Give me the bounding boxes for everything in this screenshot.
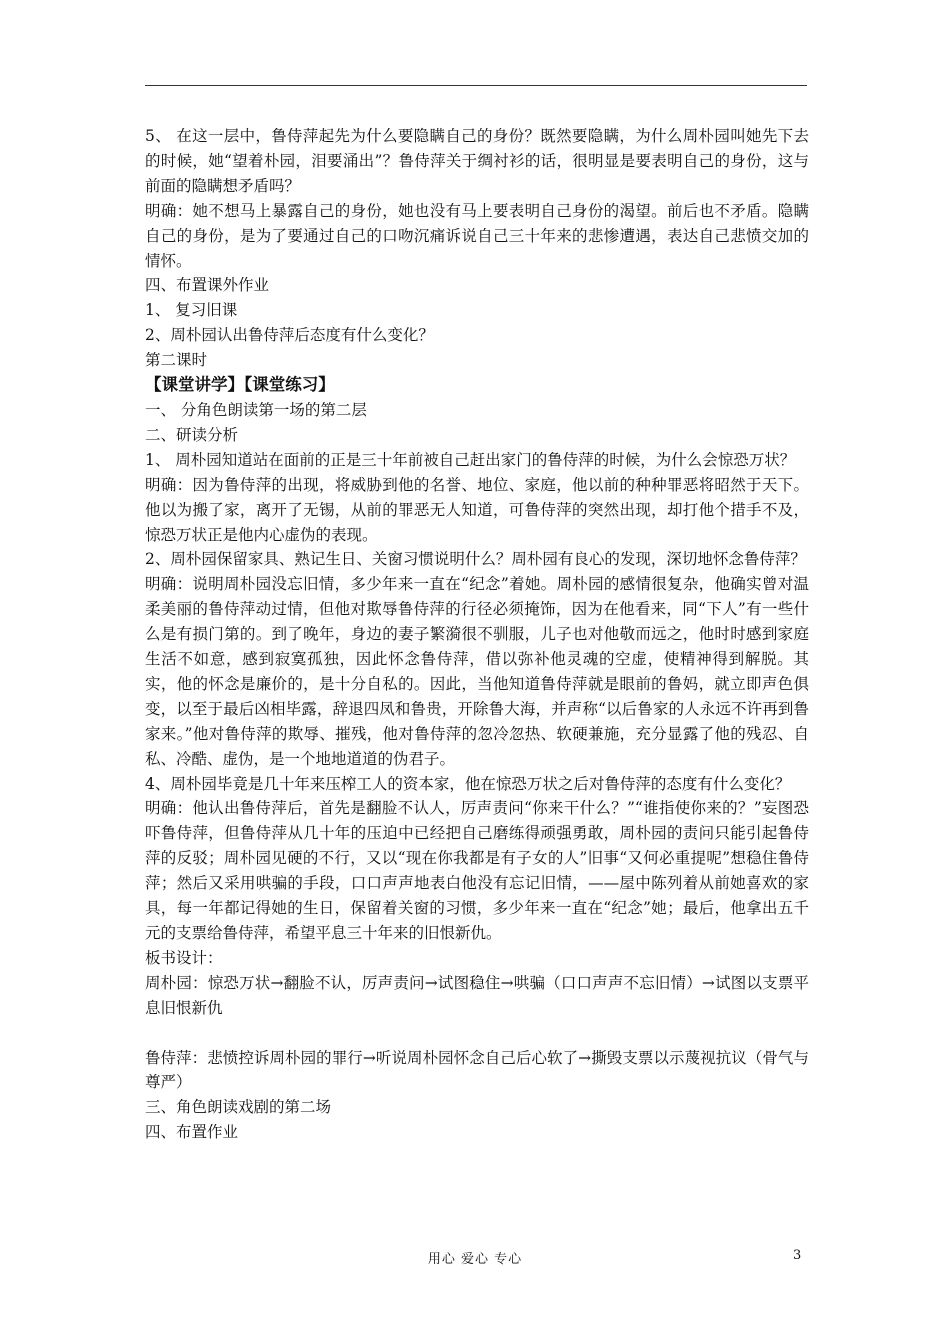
answer-paragraph: 明确：因为鲁侍萍的出现，将威胁到他的名誉、地位、家庭，他以前的种种罪恶将昭然于天下。他以为搬了家，离开了无锡，从前的罪恶无人知道，可鲁侍萍的突然出现，却打他个措手不及，惊恐万状正是他内心虚伪的表现。 (145, 475, 809, 544)
answer-paragraph: 明确：他认出鲁侍萍后，首先是翻脸不认人，厉声责问“你来干什么？”“谁指使你来的？”妄图恐吓鲁侍萍，但鲁侍萍从几十年的压迫中已经把自己磨练得顽强勇敢，周朴园的责问只能引起鲁侍萍的反驳；周朴园见硬的不行，又以“现在你我都是有子女的人”旧事“又何必重提呢”想稳住鲁侍萍；然后又采用哄骗的手段，口口声声地表白他没有忘记旧情，——屋中陈列着从前她喜欢的家具，每一年都记得她的生日，保留着关窗的习惯，多少年来一直在“纪念”她；最后，他拿出五千元的支票给鲁侍萍，希望平息三十年来的旧恨新仇。 (145, 799, 809, 942)
section-heading: 三、角色朗读戏剧的第二场 (145, 1098, 332, 1117)
section-heading: 一、 分角色朗读第一场的第二层 (145, 400, 367, 419)
board-design-lu: 鲁侍萍：悲愤控诉周朴园的罪行→听说周朴园怀念自己后心软了→撕毁支票以示蔑视抗议（骨气与尊严） (145, 1048, 809, 1092)
lesson-heading: 第二课时 (145, 351, 208, 370)
list-item: 1、 复习旧课 (145, 301, 238, 320)
answer-paragraph: 明确：说明周朴园没忘旧情，多少年来一直在“纪念”着她。周朴园的感情很复杂，他确实曾对温柔美丽的鲁侍萍动过情，但他对欺辱鲁侍萍的行径必须掩饰，因为在他看来，同“下人”有一些什么是有损门第的。到了晚年，身边的妻子繁漪很不驯服，儿子也对他敬而远之，他时时感到家庭生活不如意，感到寂寞孤独，因此怀念鲁侍萍，借以弥补他灵魂的空虚，使精神得到解脱。其实，他的怀念是廉价的，是十分自私的。因此，当他知道鲁侍萍就是眼前的鲁妈，就立即声色俱变，以至于最后凶相毕露，辞退四凤和鲁贵，开除鲁大海，并声称“以后鲁家的人永远不许再到鲁家来。”他对鲁侍萍的欺辱、摧残，他对鲁侍萍的忽冷忽热、软硬兼施，充分显露了他的残忍、自私、冷酷、虚伪，是一个地地道道的伪君子。 (145, 575, 809, 768)
question-paragraph: 2、周朴园保留家具、熟记生日、关窗习惯说明什么？周朴园有良心的发现，深切地怀念鲁侍萍？ (145, 550, 806, 569)
answer-paragraph: 明确：她不想马上暴露自己的身份，她也没有马上要表明自己身份的渴望。前后也不矛盾。隐瞒自己的身份，是为了要通过自己的口吻沉痛诉说自己三十年来的悲惨遭遇，表达自己悲愤交加的情怀。 (145, 201, 809, 270)
bold-section-title: 【课堂讲学】【课堂练习】 (145, 375, 335, 395)
section-heading: 四、布置课外作业 (145, 276, 270, 295)
list-item: 2、周朴园认出鲁侍萍后态度有什么变化？ (145, 326, 434, 345)
question-paragraph: 4、周朴园毕竟是几十年来压榨工人的资本家，他在惊恐万状之后对鲁侍萍的态度有什么变化？ (145, 774, 791, 793)
question-5: 5、 在这一层中，鲁侍萍起先为什么要隐瞒自己的身份？既然要隐瞒，为什么周朴园叫她先下去的时候，她“望着朴园，泪要涌出”？鲁侍萍关于绸衬衫的话，很明显是要表明自己的身份，这与前面的隐瞒想矛盾吗？ (145, 127, 809, 195)
section-heading: 四、布置作业 (145, 1123, 239, 1142)
header-rule (145, 85, 807, 86)
question-paragraph: 1、 周朴园知道站在面前的正是三十年前被自己赶出家门的鲁侍萍的时候，为什么会惊恐万状？ (145, 450, 796, 469)
board-design-zhou: 周朴园：惊恐万状→翻脸不认，厉声责问→试图稳住→哄骗（口口声声不忘旧情）→试图以支票平息旧恨新仇 (145, 973, 809, 1017)
board-design-heading: 板书设计： (145, 948, 223, 967)
section-heading: 二、研读分析 (145, 425, 239, 444)
footer-motto: 用心 爱心 专心 (427, 1252, 523, 1267)
document-body (145, 124, 809, 1145)
page-number: 3 (793, 1248, 802, 1263)
blank-line (145, 1021, 809, 1046)
